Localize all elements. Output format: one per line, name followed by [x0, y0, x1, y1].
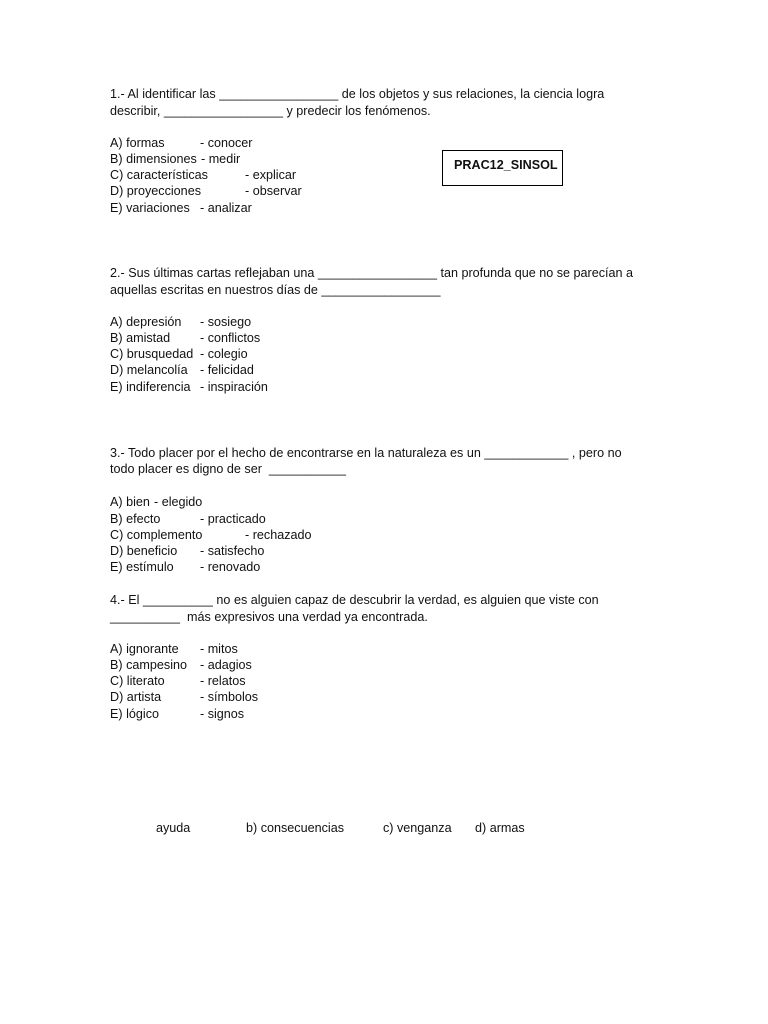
question-4-line-2: __________ más expresivos una verdad ya encontrada. — [110, 610, 428, 624]
q3-option-b-second: - practicado — [200, 512, 266, 526]
q4-option-e-second: - signos — [200, 707, 245, 721]
q2-option-b-first: B) amistad — [110, 331, 171, 345]
question-1-line-2: describir, _________________ y predecir los fenómenos. — [110, 104, 431, 118]
q4-option-b-second: - adagios — [200, 658, 252, 672]
footer-item-venganza: c) venganza — [383, 821, 452, 835]
q3-option-a-first: A) bien — [110, 495, 150, 509]
question-4-line-1: 4.- El __________ no es alguien capaz de descubrir la verdad, es alguien que viste con — [110, 593, 599, 607]
q2-option-a-first: A) depresión — [110, 315, 182, 329]
q4-option-a-first: A) ignorante — [110, 642, 179, 656]
question-2-line-2: aquellas escritas en nuestros días de _________________ — [110, 283, 441, 297]
q4-option-d-second: - símbolos — [200, 690, 259, 704]
q1-option-e-first: E) variaciones — [110, 201, 190, 215]
q3-option-d-second: - satisfecho — [200, 544, 265, 558]
q2-option-d-first: D) melancolía — [110, 363, 188, 377]
question-2-line-1: 2.- Sus últimas cartas reflejaban una _________________ tan profunda que no se parecían a — [110, 266, 634, 280]
q3-option-e-first: E) estímulo — [110, 560, 174, 574]
question-3-line-1: 3.- Todo placer por el hecho de encontrarse en la naturaleza es un ____________ , pero no — [110, 446, 622, 460]
footer-item-consecuencias: b) consecuencias — [246, 821, 345, 835]
q3-option-e-second: - renovado — [200, 560, 261, 574]
q3-option-b-first: B) efecto — [110, 512, 161, 526]
q2-option-e-second: - inspiración — [200, 380, 268, 394]
q1-option-e-second: - analizar — [200, 201, 252, 215]
q4-option-a-second: - mitos — [200, 642, 238, 656]
q3-option-c-second: - rechazado — [245, 528, 312, 542]
question-1-line-1: 1.- Al identificar las _________________ de los objetos y sus relaciones, la ciencia logra — [110, 87, 605, 101]
q2-option-b-second: - conflictos — [200, 331, 261, 345]
q1-option-d-first: D) proyecciones — [110, 184, 201, 198]
q3-option-d-first: D) beneficio — [110, 544, 178, 558]
q1-option-d-second: - observar — [245, 184, 302, 198]
q2-option-c-first: C) brusquedad — [110, 347, 194, 361]
q3-option-c-first: C) complemento — [110, 528, 203, 542]
q1-option-b-second: - medir — [201, 152, 241, 166]
q4-option-c-second: - relatos — [200, 674, 246, 688]
q1-option-b-first: B) dimensiones — [110, 152, 197, 166]
q4-option-b-first: B) campesino — [110, 658, 187, 672]
q2-option-e-first: E) indiferencia — [110, 380, 191, 394]
q2-option-c-second: - colegio — [200, 347, 248, 361]
q4-option-c-first: C) literato — [110, 674, 165, 688]
document-code: PRAC12_SINSOL — [454, 158, 558, 172]
footer-item-ayuda: ayuda — [156, 821, 191, 835]
question-3-line-2: todo placer es digno de ser ___________ — [110, 462, 346, 476]
q4-option-e-first: E) lógico — [110, 707, 159, 721]
q1-option-a-first: A) formas — [110, 136, 165, 150]
q1-option-c-first: C) características — [110, 168, 208, 182]
document-code-box — [442, 150, 563, 186]
q1-option-a-second: - conocer — [200, 136, 253, 150]
q4-option-d-first: D) artista — [110, 690, 162, 704]
q2-option-a-second: - sosiego — [200, 315, 252, 329]
q1-option-c-second: - explicar — [245, 168, 297, 182]
q2-option-d-second: - felicidad — [200, 363, 254, 377]
q3-option-a-second: - elegido — [154, 495, 203, 509]
footer-item-armas: d) armas — [475, 821, 525, 835]
